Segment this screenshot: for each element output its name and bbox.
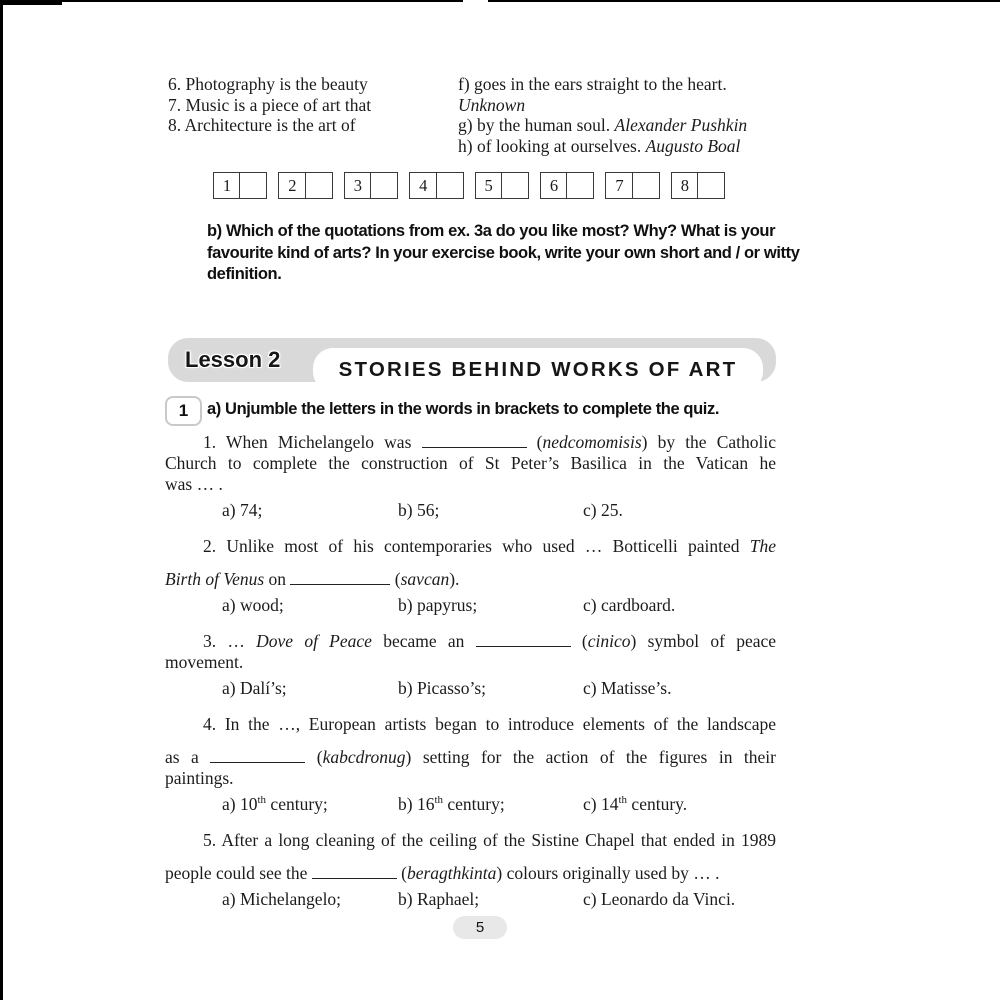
text-segment: on <box>264 569 291 589</box>
fill-in-blank[interactable] <box>290 581 390 585</box>
text-segment: ( <box>390 569 401 589</box>
option-a <box>222 500 262 521</box>
text-segment: ( <box>305 747 323 767</box>
option-c <box>583 678 671 699</box>
text-segment: 5. After a long cleaning of the ceiling of the Sistine Chapel that ended in 1989 <box>203 830 776 850</box>
answer-box-number: 8 <box>671 172 699 199</box>
quiz-question-line <box>165 714 776 735</box>
italic-text: savcan <box>400 569 450 589</box>
quiz-question-line <box>165 768 776 789</box>
text-segment: movement. <box>165 652 244 672</box>
italic-text: beragthkinta <box>406 863 497 883</box>
italic-text: Birth of Venus <box>165 569 265 589</box>
text-segment: ) setting for the action of the figures in their <box>405 747 776 767</box>
option-b <box>398 889 479 910</box>
answer-box-input[interactable] <box>436 172 464 199</box>
text-segment: a) 74; <box>222 500 263 520</box>
answer-box-pair <box>344 172 398 199</box>
italic-text: kabcdronug <box>322 747 406 767</box>
option-c <box>583 794 687 815</box>
text-segment: was … . <box>165 474 223 494</box>
text-segment: a) Michelangelo; <box>222 889 342 909</box>
quiz-question <box>165 830 776 910</box>
answer-box-input[interactable] <box>370 172 398 199</box>
task-b-instruction <box>207 221 807 286</box>
quiz-question-line <box>165 747 776 768</box>
lesson-title-panel <box>313 348 763 392</box>
text-segment: a) Dalí’s; <box>222 678 287 698</box>
text-segment: 8. Architecture is the art of <box>168 115 356 136</box>
text-segment: 4. In the …, European artists began to introduce elements of the landscape <box>203 714 776 734</box>
answer-box-pair <box>213 172 267 199</box>
text-segment: ( <box>396 863 407 883</box>
quiz-question-line <box>165 432 776 453</box>
answer-box-row <box>213 172 725 199</box>
option-c <box>583 595 675 616</box>
answer-box-number: 7 <box>605 172 633 199</box>
quiz-question-line <box>165 536 776 557</box>
italic-text: cinico <box>587 631 631 651</box>
options-row <box>165 678 776 699</box>
text-segment: b) papyrus; <box>398 595 478 615</box>
fill-in-blank[interactable] <box>422 444 527 448</box>
text-segment: 6. Photography is the beauty <box>168 74 368 94</box>
italic-text: The <box>749 536 776 556</box>
superscript-text: th <box>257 794 267 807</box>
text-segment: 2. Unlike most of his contemporaries who used … Botticelli painted <box>203 536 750 556</box>
answer-box-input[interactable] <box>305 172 333 199</box>
text-segment: b) Raphael; <box>398 889 480 909</box>
quiz-question-line <box>165 631 776 652</box>
text-segment: ). <box>449 569 460 589</box>
text-segment: c) Leonardo da Vinci. <box>583 889 736 909</box>
options-row <box>165 794 776 815</box>
text-segment: century. <box>627 794 688 814</box>
text-segment: 3. … <box>203 631 257 651</box>
text-segment: became an <box>371 631 476 651</box>
text-segment: people could see the <box>165 863 312 883</box>
options-row <box>165 595 776 616</box>
lesson-banner <box>168 338 776 382</box>
option-b <box>398 794 505 815</box>
text-segment: f) goes in the ears straight to the heart. <box>458 74 727 94</box>
text-segment: as a <box>165 747 211 767</box>
text-segment: a) 10 <box>222 794 258 814</box>
text-segment: ( <box>526 432 543 452</box>
quiz-question <box>165 631 776 699</box>
options-row <box>165 500 776 521</box>
task-b-line: definition. <box>207 265 282 283</box>
page-number-pill <box>453 916 507 939</box>
text-segment: h) of looking at ourselves. <box>458 136 646 157</box>
text-segment: paintings. <box>165 768 234 788</box>
text-segment: ) by the Catholic <box>641 432 776 452</box>
exercise-number-badge: 1 <box>165 396 202 426</box>
answer-box-number: 1 <box>213 172 241 199</box>
superscript-text: th <box>618 794 628 807</box>
option-a <box>222 889 341 910</box>
lesson-badge: Lesson 2 <box>185 347 281 372</box>
exercise-instruction: a) Unjumble the letters in the words in brackets to complete the quiz. <box>207 400 720 418</box>
task-b-line: favourite kind of arts? In your exercise book, write your own short and / or witty <box>207 243 800 262</box>
option-b <box>398 595 477 616</box>
quiz-question-line <box>165 474 776 495</box>
text-segment: Church to complete the construction of St Peter’s Basilica in the Vatican he <box>165 453 776 473</box>
scan-border-left <box>0 0 3 1000</box>
option-b <box>398 500 439 521</box>
fill-in-blank[interactable] <box>210 759 305 763</box>
answer-box-pair <box>475 172 529 199</box>
matching-right-column <box>458 74 747 157</box>
option-c <box>583 500 623 521</box>
fill-in-blank[interactable] <box>312 875 397 879</box>
quiz-question <box>165 536 776 616</box>
text-segment: c) 14 <box>583 794 619 814</box>
text-segment: c) Matisse’s. <box>583 678 672 698</box>
superscript-text: th <box>434 794 444 807</box>
text-segment: ( <box>570 631 588 651</box>
italic-text: Unknown <box>458 94 526 115</box>
matching-item <box>458 136 747 157</box>
text-segment: 7. Music is a piece of art that <box>168 94 372 115</box>
quiz-question-line <box>165 453 776 474</box>
answer-box-input[interactable] <box>501 172 529 199</box>
answer-box-number: 6 <box>540 172 568 199</box>
options-row <box>165 889 776 910</box>
matching-item <box>168 115 371 136</box>
scan-border-top <box>488 0 1000 2</box>
text-segment: century; <box>443 794 505 814</box>
italic-text: Augusto Boal <box>645 136 741 157</box>
quiz-question-line <box>165 830 776 851</box>
option-a <box>222 595 284 616</box>
matching-item <box>458 74 747 95</box>
quiz-question <box>165 432 776 521</box>
option-a <box>222 678 287 699</box>
answer-box-number: 3 <box>344 172 372 199</box>
answer-box-number: 4 <box>409 172 437 199</box>
answer-box-input[interactable] <box>566 172 594 199</box>
answer-box-input[interactable] <box>632 172 660 199</box>
answer-box-input[interactable] <box>239 172 267 199</box>
quiz-question-line <box>165 652 776 673</box>
text-segment: 1. When Michelangelo was <box>203 432 422 452</box>
text-segment: c) 25. <box>583 500 623 520</box>
answer-box-pair <box>605 172 659 199</box>
fill-in-blank[interactable] <box>476 643 571 647</box>
text-segment: b) Picasso’s; <box>398 678 486 698</box>
option-b <box>398 678 486 699</box>
matching-item <box>458 115 747 136</box>
text-segment: c) cardboard. <box>583 595 676 615</box>
matching-item <box>458 95 747 116</box>
quiz-question-line <box>165 569 776 590</box>
task-b-line: b) Which of the quotations from ex. 3a do you like most? Why? What is your <box>207 222 776 240</box>
answer-box-pair <box>671 172 725 199</box>
matching-item <box>168 95 371 116</box>
page-number: 5 <box>475 919 485 936</box>
answer-box-pair <box>278 172 332 199</box>
quiz-section <box>165 432 776 925</box>
matching-left-column <box>168 74 371 136</box>
text-segment: ) symbol of peace <box>630 631 777 651</box>
quiz-question <box>165 714 776 815</box>
text-segment: a) wood; <box>222 595 284 615</box>
italic-text: nedcomomisis <box>542 432 642 452</box>
option-a <box>222 794 328 815</box>
text-segment: ) colours originally used by … . <box>496 863 720 883</box>
quiz-question-line <box>165 863 776 884</box>
lesson-title: STORIES BEHIND WORKS OF ART <box>338 358 738 381</box>
scan-border-notch <box>0 0 62 5</box>
text-segment: century; <box>266 794 328 814</box>
answer-box-pair <box>409 172 463 199</box>
answer-box-number: 5 <box>475 172 503 199</box>
answer-box-input[interactable] <box>697 172 725 199</box>
text-segment: g) by the human soul. <box>458 115 615 136</box>
italic-text: Dove of Peace <box>256 631 372 651</box>
option-c <box>583 889 735 910</box>
text-segment: b) 56; <box>398 500 440 520</box>
text-segment: b) 16 <box>398 794 435 814</box>
scan-border-top <box>0 0 463 2</box>
italic-text: Alexander Pushkin <box>614 115 748 136</box>
answer-box-number: 2 <box>278 172 306 199</box>
answer-box-pair <box>540 172 594 199</box>
matching-item <box>168 74 371 95</box>
